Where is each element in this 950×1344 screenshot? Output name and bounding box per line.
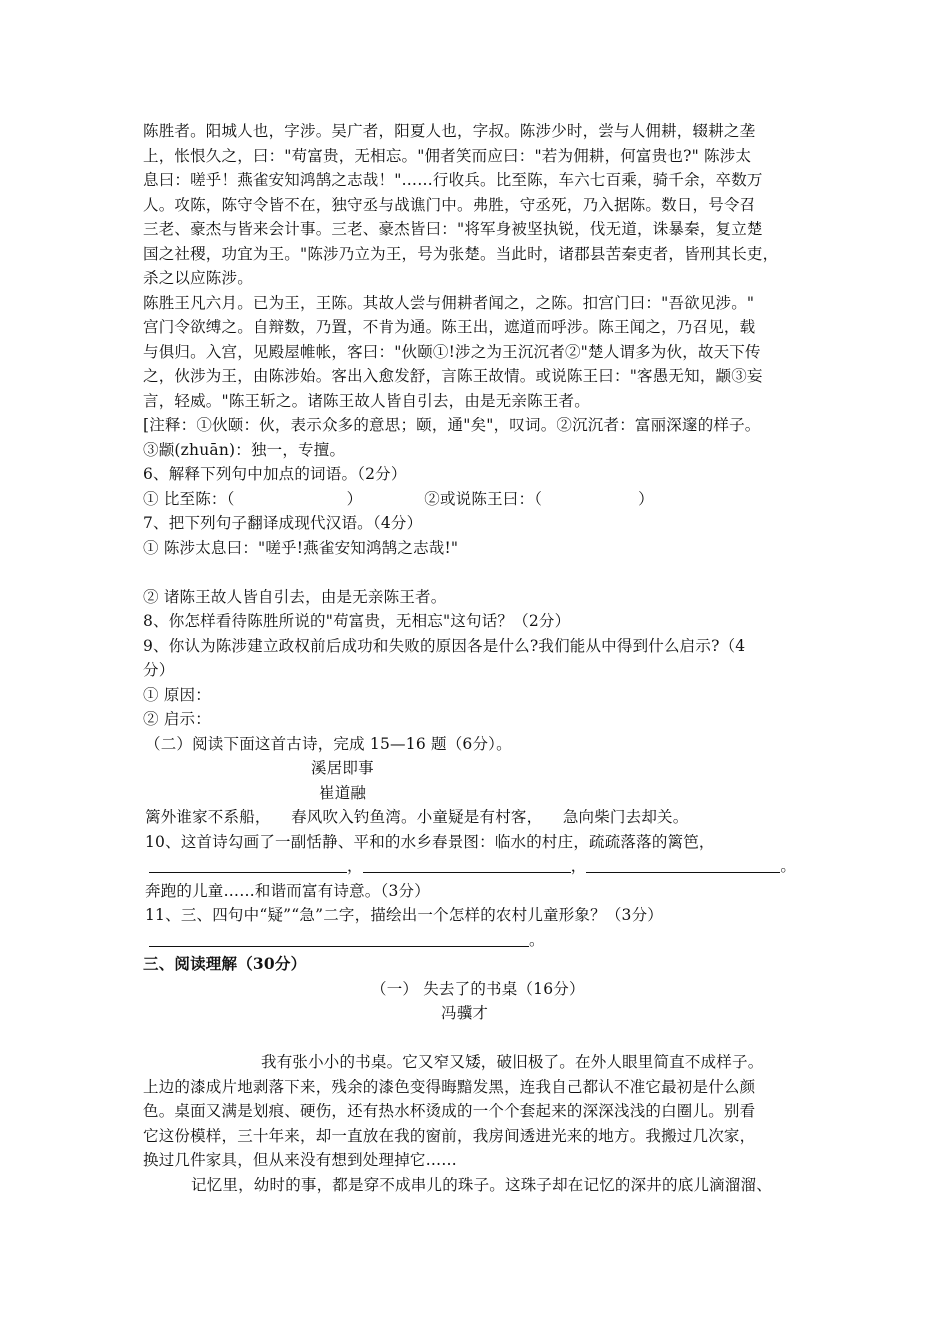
document-page <box>143 119 833 1197</box>
article-line: 色。桌面又满是划痕、硬伤，还有热水杯烫成的一个个套起来的深深浅浅的白圈儿。别看 <box>143 1102 756 1120</box>
passage-line: 三老、豪杰与皆来会计事。三老、豪杰皆曰："将军身被坚执锐，伐无道，诛暴秦，复立楚 <box>143 220 763 238</box>
q11-end: 。 <box>529 930 545 949</box>
q10-end: 。 <box>780 857 797 875</box>
question-9-item-2: ② 启示： <box>143 710 211 728</box>
passage-line: 人。攻陈，陈守令皆不在，独守丞与战谯门中。弗胜，守丞死，乃入据陈。数日，号令召 <box>143 195 756 214</box>
q6-item-2: ②或说陈王曰：（ <box>424 489 543 508</box>
section-3-heading: 三、阅读理解（30分） <box>143 954 307 973</box>
article-line: 上边的漆成片地剥落下来，残余的漆色变得晦黯发黑，连我自己都认不准它最初是什么颜 <box>143 1077 756 1096</box>
passage-line: 息曰：嗟乎！燕雀安知鸿鹄之志哉！"……行收兵。比至陈，车六七百乘，骑千余，卒数万 <box>143 171 763 189</box>
question-10-line-1: 10、这首诗勾画了一副恬静、平和的水乡春景图：临水的村庄，疏疏落落的篱笆， <box>145 832 715 851</box>
question-8: 8、你怎样看待陈胜所说的"苟富贵，无相忘"这句话？（2分） <box>143 612 571 630</box>
q6-item-1: ① 比至陈：（ <box>143 489 235 508</box>
question-10-line-3: 奔跑的儿童……和谐而富有诗意。（3分） <box>145 881 430 900</box>
passage-line: 宫门令欲缚之。自辩数，乃置，不肯为通。陈王出，遮道而呼涉。陈王闻之，乃召见，载 <box>143 318 756 336</box>
fill-blank-2[interactable] <box>363 857 571 873</box>
article-line: 换过几件家具，但从来没有想到处理掉它…… <box>143 1151 458 1169</box>
passage-line: 之，伙涉为王，由陈涉始。客出入愈发舒，言陈王故情。或说陈王曰："客愚无知，颛③妄 <box>143 367 763 385</box>
passage-line: 与俱归。入宫，见殿屋帷帐，客曰："伙颐①!涉之为王沉沉者②"楚人谓多为伙，故天下传 <box>143 342 761 361</box>
passage-classical <box>143 119 833 462</box>
q6-item-2-close: ） <box>638 489 654 508</box>
question-11-blank-line <box>143 928 833 953</box>
passage-line: 陈胜者。阳城人也，字涉。吴广者，阳夏人也，字叔。陈涉少时，尝与人佣耕，辍耕之垄 <box>143 122 756 140</box>
passage-line: 上，怅恨久之，曰："苟富贵，无相忘。"佣者笑而应曰："若为佣耕，何富贵也?" 陈涉太 <box>143 146 752 165</box>
article-line: 记忆里，幼时的事，都是穿不成串儿的珠子。这珠子却在记忆的深井的底儿滴溜溜、 <box>191 1175 772 1194</box>
annotation-line: ③颛(zhuān)：独一，专擅。 <box>143 440 346 459</box>
annotation-line: [注释：①伙颐：伙，表示众多的意思；颐，通"矣"，叹词。②沉沉者：富丽深邃的样子。 <box>143 416 761 434</box>
q10-sep-1: ， <box>347 857 363 875</box>
article-line: 我有张小小的书桌。它又窄又矮，破旧极了。在外人眼里简直不成样子。 <box>261 1053 764 1071</box>
q6-item-1-close: ） <box>346 489 363 508</box>
q10-sep-2: ， <box>570 857 587 875</box>
question-10-blanks <box>143 854 833 879</box>
question-11-line-1: 11、三、四句中“疑”“急”二字，描绘出一个怎样的农村儿童形象？（3分） <box>145 906 663 924</box>
article-line: 它这份模样，三十年来，却一直放在我的窗前，我房间透进光来的地方。我搬过几次家， <box>143 1126 756 1145</box>
section-2-intro: （二）阅读下面这首古诗，完成 15—16 题（6分）。 <box>145 734 512 753</box>
passage-line: 言，轻威。"陈王斩之。诸陈王故人皆自引去，由是无亲陈王者。 <box>143 391 590 410</box>
fill-blank-1[interactable] <box>149 857 347 873</box>
question-6-items <box>143 487 833 512</box>
passage-line: 杀之以应陈涉。 <box>143 269 253 287</box>
article-author: 冯骥才 <box>441 1004 489 1022</box>
passage-line: 国之社稷，功宜为王。"陈涉乃立为王，号为张楚。当此时，诸郡县苦秦吏者，皆刑其长吏， <box>143 244 779 263</box>
question-6-title: 6、解释下列句中加点的词语。（2分） <box>143 465 407 483</box>
poem-author: 崔道融 <box>319 783 367 802</box>
question-7-item-2: ② 诸陈王故人皆自引去，由是无亲陈王者。 <box>143 587 447 606</box>
question-9-line-2: 分） <box>143 661 175 679</box>
passage-line: 陈胜王凡六月。已为王，王陈。其故人尝与佣耕者闻之，之陈。扣宫门曰："吾欲见涉。" <box>143 293 755 312</box>
fill-blank-3[interactable] <box>586 857 780 873</box>
question-9-line-1: 9、你认为陈涉建立政权前后成功和失败的原因各是什么?我们能从中得到什么启示?（4 <box>143 636 746 655</box>
question-9-item-1: ① 原因： <box>143 685 211 704</box>
poem-text: 篱外谁家不系船， 春风吹入钓鱼湾。小童疑是有村客， 急向柴门去却关。 <box>145 808 689 826</box>
fill-blank-4[interactable] <box>149 931 529 947</box>
article-title: （一） 失去了的书桌（16分） <box>371 979 585 998</box>
poem-title: 溪居即事 <box>311 759 374 777</box>
question-7-title: 7、把下列句子翻译成现代汉语。（4分） <box>143 514 423 532</box>
question-7-item-1: ① 陈涉太息曰："嗟乎!燕雀安知鸿鹄之志哉!" <box>143 538 459 557</box>
answer-space[interactable] <box>143 560 833 585</box>
